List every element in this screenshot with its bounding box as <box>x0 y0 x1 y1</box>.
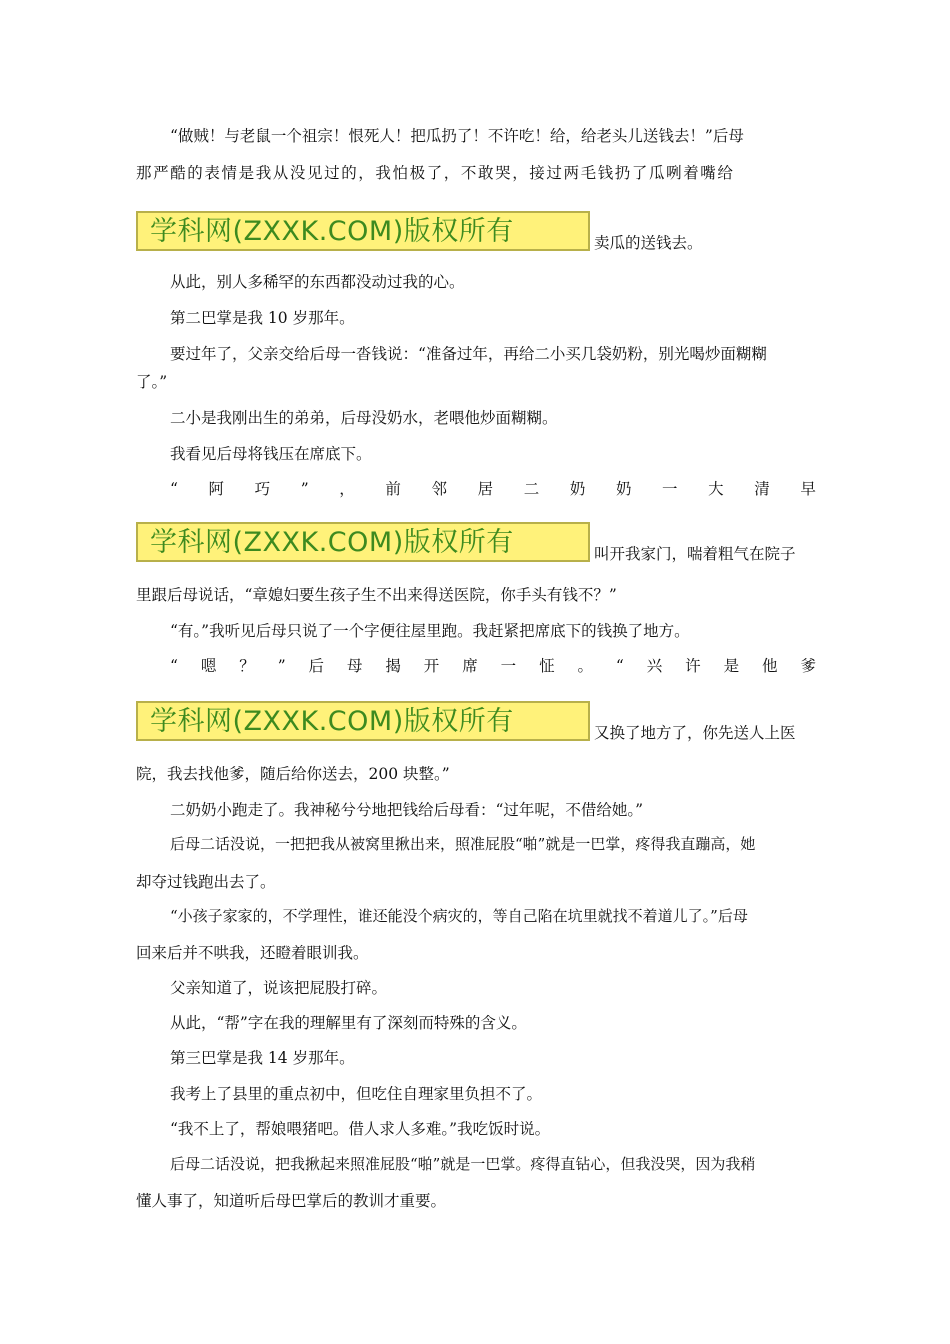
paragraph-line: 我看见后母将钱压在席底下。 <box>170 445 372 463</box>
spread-char: 清 <box>754 480 770 498</box>
paragraph-line: 从此，“帮”字在我的理解里有了深刻而特殊的含义。 <box>170 1014 527 1032</box>
spread-char: 阿 <box>208 480 225 498</box>
paragraph-line: 要过年了，父亲交给后母一沓钱说：“准备过年，再给二小买几袋奶粉，别光喝炒面糊糊 <box>170 345 767 363</box>
paragraph-line: 回来后并不哄我，还瞪着眼训我。 <box>136 944 369 962</box>
spread-char: ？ <box>239 657 255 675</box>
watermark-banner <box>136 522 590 562</box>
paragraph-line: 懂人事了，知道听后母巴掌后的教训才重要。 <box>136 1192 447 1210</box>
paragraph-line: 院，我去找他爹，随后给你送去，200 块整。” <box>136 765 450 783</box>
spread-char: “ <box>170 657 178 675</box>
paragraph-line: “我不上了，帮娘喂猪吧。借人求人多难。”我吃饭时说。 <box>170 1120 551 1138</box>
spread-char: 后 <box>308 657 325 675</box>
spread-char: ， <box>339 480 355 498</box>
paragraph-line: 又换了地方了，你先送人上医 <box>594 724 796 742</box>
spread-char: 邻 <box>431 480 448 498</box>
watermark-row <box>136 701 816 745</box>
watermark-banner <box>136 211 590 251</box>
paragraph-line: 那严酷的表情是我从没见过的，我怕极了，不敢哭，接过两毛钱扔了瓜咧着嘴给 <box>136 164 735 182</box>
spread-line-b <box>136 654 816 678</box>
spread-char: 嗯 <box>200 657 217 675</box>
paragraph-line: 父亲知道了，说该把屁股打碎。 <box>170 979 388 997</box>
spread-char: 巧 <box>254 480 271 498</box>
spread-char: 大 <box>708 480 724 498</box>
paragraph-line: 二奶奶小跑走了。我神秘兮兮地把钱给后母看：“过年呢，不借给她。” <box>170 801 644 819</box>
spread-line-a <box>136 477 816 501</box>
paragraph-line: 第二巴掌是我 10 岁那年。 <box>170 309 355 327</box>
paragraph-line: 卖瓜的送钱去。 <box>594 234 703 252</box>
spread-char: “ <box>615 657 624 675</box>
watermark-row <box>136 211 816 255</box>
spread-char: 兴 <box>646 657 663 675</box>
watermark-row <box>136 522 816 566</box>
spread-char: 席 <box>462 657 478 675</box>
spread-char: 揭 <box>385 657 401 675</box>
paragraph-line: “有。”我听见后母只说了一个字便往屋里跑。我赶紧把席底下的钱换了地方。 <box>170 622 690 640</box>
spread-char: 早 <box>800 480 816 498</box>
paragraph-line: 后母二话没说，一把把我从被窝里揪出来，照准屁股“啪”就是一巴掌，疼得我直蹦高，她 <box>170 835 756 853</box>
paragraph-line: 二小是我刚出生的弟弟，后母没奶水，老喂他炒面糊糊。 <box>170 409 558 427</box>
spread-char: 前 <box>385 480 401 498</box>
paragraph-line: “小孩子家家的，不学理性，谁还能没个病灾的，等自己陷在坑里就找不着道儿了。”后母 <box>170 907 748 925</box>
spread-char: 是 <box>723 657 740 675</box>
watermark-text: 学科网(ZXXK.COM)版权所有 <box>150 527 514 558</box>
paragraph-line: “做贼！与老鼠一个祖宗！恨死人！把瓜扔了！不许吃！给，给老头儿送钱去！”后母 <box>170 127 744 145</box>
paragraph-line: 了。” <box>136 373 168 391</box>
spread-char: “ <box>170 480 178 498</box>
spread-char: 母 <box>346 657 363 675</box>
spread-char: 一 <box>500 657 517 675</box>
watermark-banner <box>136 701 590 741</box>
paragraph-line: 第三巴掌是我 14 岁那年。 <box>170 1049 355 1067</box>
spread-char: 居 <box>477 480 494 498</box>
spread-char: 开 <box>423 657 440 675</box>
spread-char: ” <box>300 480 309 498</box>
paragraph-line: 我考上了县里的重点初中，但吃住自理家里负担不了。 <box>170 1085 543 1103</box>
spread-char: 奶 <box>569 480 586 498</box>
paragraph-line: 叫开我家门，喘着粗气在院子 <box>594 545 796 563</box>
spread-char: ” <box>277 657 286 675</box>
paragraph-line: 从此，别人多稀罕的东西都没动过我的心。 <box>170 273 465 291</box>
spread-char: 爹 <box>800 657 816 675</box>
spread-char: 。 <box>577 657 593 675</box>
paragraph-line: 却夺过钱跑出去了。 <box>136 873 276 891</box>
spread-char: 二 <box>523 480 540 498</box>
spread-char: 怔 <box>539 657 555 675</box>
watermark-text: 学科网(ZXXK.COM)版权所有 <box>150 216 514 247</box>
paragraph-line: 里跟后母说话，“章媳妇要生孩子生不出来得送医院，你手头有钱不？” <box>136 586 617 604</box>
spread-char: 他 <box>762 657 778 675</box>
watermark-text: 学科网(ZXXK.COM)版权所有 <box>150 706 514 737</box>
spread-char: 许 <box>685 657 701 675</box>
paragraph-line: 后母二话没说，把我揪起来照准屁股“啪”就是一巴掌。疼得直钻心，但我没哭，因为我稍 <box>170 1155 756 1173</box>
spread-char: 一 <box>662 480 678 498</box>
spread-char: 奶 <box>615 480 632 498</box>
